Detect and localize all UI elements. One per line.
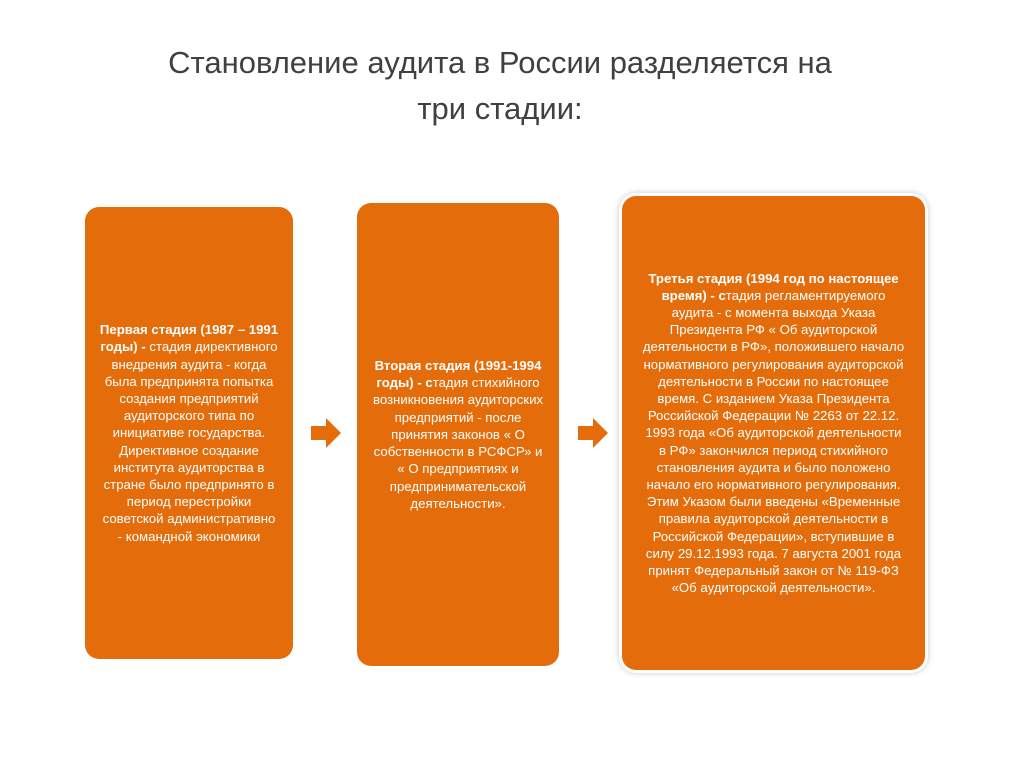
slide-title [0,40,1000,132]
stage-3-text: тадия регламентируемого аудита - с момента выхода Указа Президента РФ « Об аудиторской деятельности в РФ», положившего начало нормативного регулирования аудиторской деятельности в России по настоящее время. С изданием Указа Президента Российской Федерации № 2263 от 22.12. 1993 года «Об аудиторской деятельности в РФ» закончился период стихийного становления аудита и было положено начало его нормативного регулирования. Этим Указом были введены «Временные правила аудиторской деятельности в Российской Федерации», вступившие в силу 29.12.1993 года. 7 августа 2001 года принят Федеральный закон от № 119-ФЗ «Об аудиторской деятельности». [642,287,905,596]
stage-1-text: стадия директивного внедрения аудита - когда была предпринята попытка создания предприятий аудиторского типа по инициативе государства. Директивное создание института аудиторства в стране было предпринято в период перестройки советской административно - командной экономики [102,339,278,544]
stage-box-1 [85,207,293,659]
stage-3-heading: Третья стадия (1994 год по настоящее время) - с [648,270,899,303]
stage-box-2-text [369,357,547,512]
stage-2-text: тадия стихийного возникновения аудиторских предприятий - после принятия законов « О собственности в РСФСР» и « О предприятиях и предпринимательской деятельности». [372,375,544,511]
arrow-right-icon [578,418,608,448]
stage-box-1-text [99,321,279,545]
stage-box-3 [622,196,925,670]
title-line-1: Становление аудита в России разделяется на [168,45,832,80]
stage-2-heading: Вторая стадия (1991-1994 годы) - с [374,358,542,391]
title-line-2: три стадии: [417,91,583,126]
stage-box-2 [357,203,559,666]
stage-1-heading: Первая стадия (1987 – 1991 годы) - [99,322,279,355]
stage-box-3-text [642,270,905,597]
arrow-right-icon [311,418,341,448]
